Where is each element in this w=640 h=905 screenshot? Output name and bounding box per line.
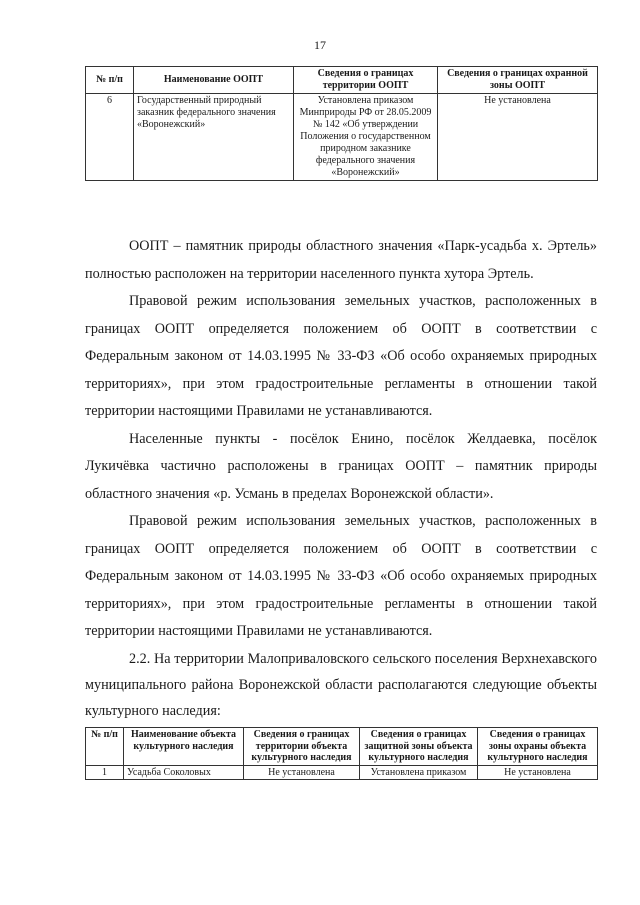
column-header-name: Наименование ООПТ [134, 67, 294, 94]
cultural-heritage-table [85, 727, 598, 780]
cell-name: Государственный природный заказник федерального значения «Воронежский» [134, 94, 294, 181]
column-header-protection-zone: Сведения о границах охранной зоны ООПТ [438, 67, 598, 94]
paragraph-legal-regime-2: Правовой режим использования земельных участков, расположенных в границах ООПТ определяется положением об ООПТ в соответствии с Федеральным законом от 14.03.1995 № 33-ФЗ «Об особо охраняемых природных территориях», при этом градостроительные регламенты в отношении такой территории настоящими Правилами не устанавливаются. [85, 513, 597, 639]
table-row [86, 765, 598, 780]
cell-boundaries: Установлена приказом Минприроды РФ от 28.05.2009 № 142 «Об утверждении Положения о государственном природном заказнике федерального значения «Воронежский» [294, 94, 438, 181]
cell-heritage-name: Усадьба Соколовых [124, 765, 244, 780]
column-header-number: № п/п [86, 728, 124, 766]
table-row [86, 94, 598, 181]
body-text [85, 233, 597, 724]
column-header-protective-zone: Сведения о границах защитной зоны объекта культурного наследия [360, 728, 478, 766]
cell-protection-zone: Не установлена [438, 94, 598, 181]
cell-number: 6 [86, 94, 134, 181]
column-header-heritage-name: Наименование объекта культурного наследия [124, 728, 244, 766]
paragraph-ertel-park: ООПТ – памятник природы областного значения «Парк-усадьба х. Эртель» полностью расположен на территории населенного пункта хутора Эртель. [85, 238, 597, 282]
paragraph-settlements: Населенные пункты - посёлок Енино, посёлок Желдаевка, посёлок Лукичёвка частично расположены в границах ООПТ – памятник природы областного значения «р. Усмань в пределах Воронежской области». [85, 430, 597, 502]
protected-areas-table [85, 66, 598, 181]
column-header-number: № п/п [86, 67, 134, 94]
paragraph-section-2-2: 2.2. На территории Малоприваловского сельского поселения Верхнехавского муниципального района Воронежской области располагаются следующие объекты культурного наследия: [85, 650, 597, 719]
cell-number: 1 [86, 765, 124, 780]
cell-protection-zone: Не установлена [478, 765, 598, 780]
cell-territory: Не установлена [244, 765, 360, 780]
cell-protective-zone: Установлена приказом [360, 765, 478, 780]
table-header-row [86, 67, 598, 94]
column-header-protection-zone: Сведения о границах зоны охраны объекта культурного наследия [478, 728, 598, 766]
table-header-row [86, 728, 598, 766]
column-header-territory: Сведения о границах территории объекта культурного наследия [244, 728, 360, 766]
paragraph-legal-regime-1: Правовой режим использования земельных участков, расположенных в границах ООПТ определяется положением об ООПТ в соответствии с Федеральным законом от 14.03.1995 № 33-ФЗ «Об особо охраняемых природных территориях», при этом градостроительные регламенты в отношении такой территории настоящими Правилами не устанавливаются. [85, 293, 597, 419]
page-number: 17 [314, 38, 326, 52]
column-header-boundaries: Сведения о границах территории ООПТ [294, 67, 438, 94]
